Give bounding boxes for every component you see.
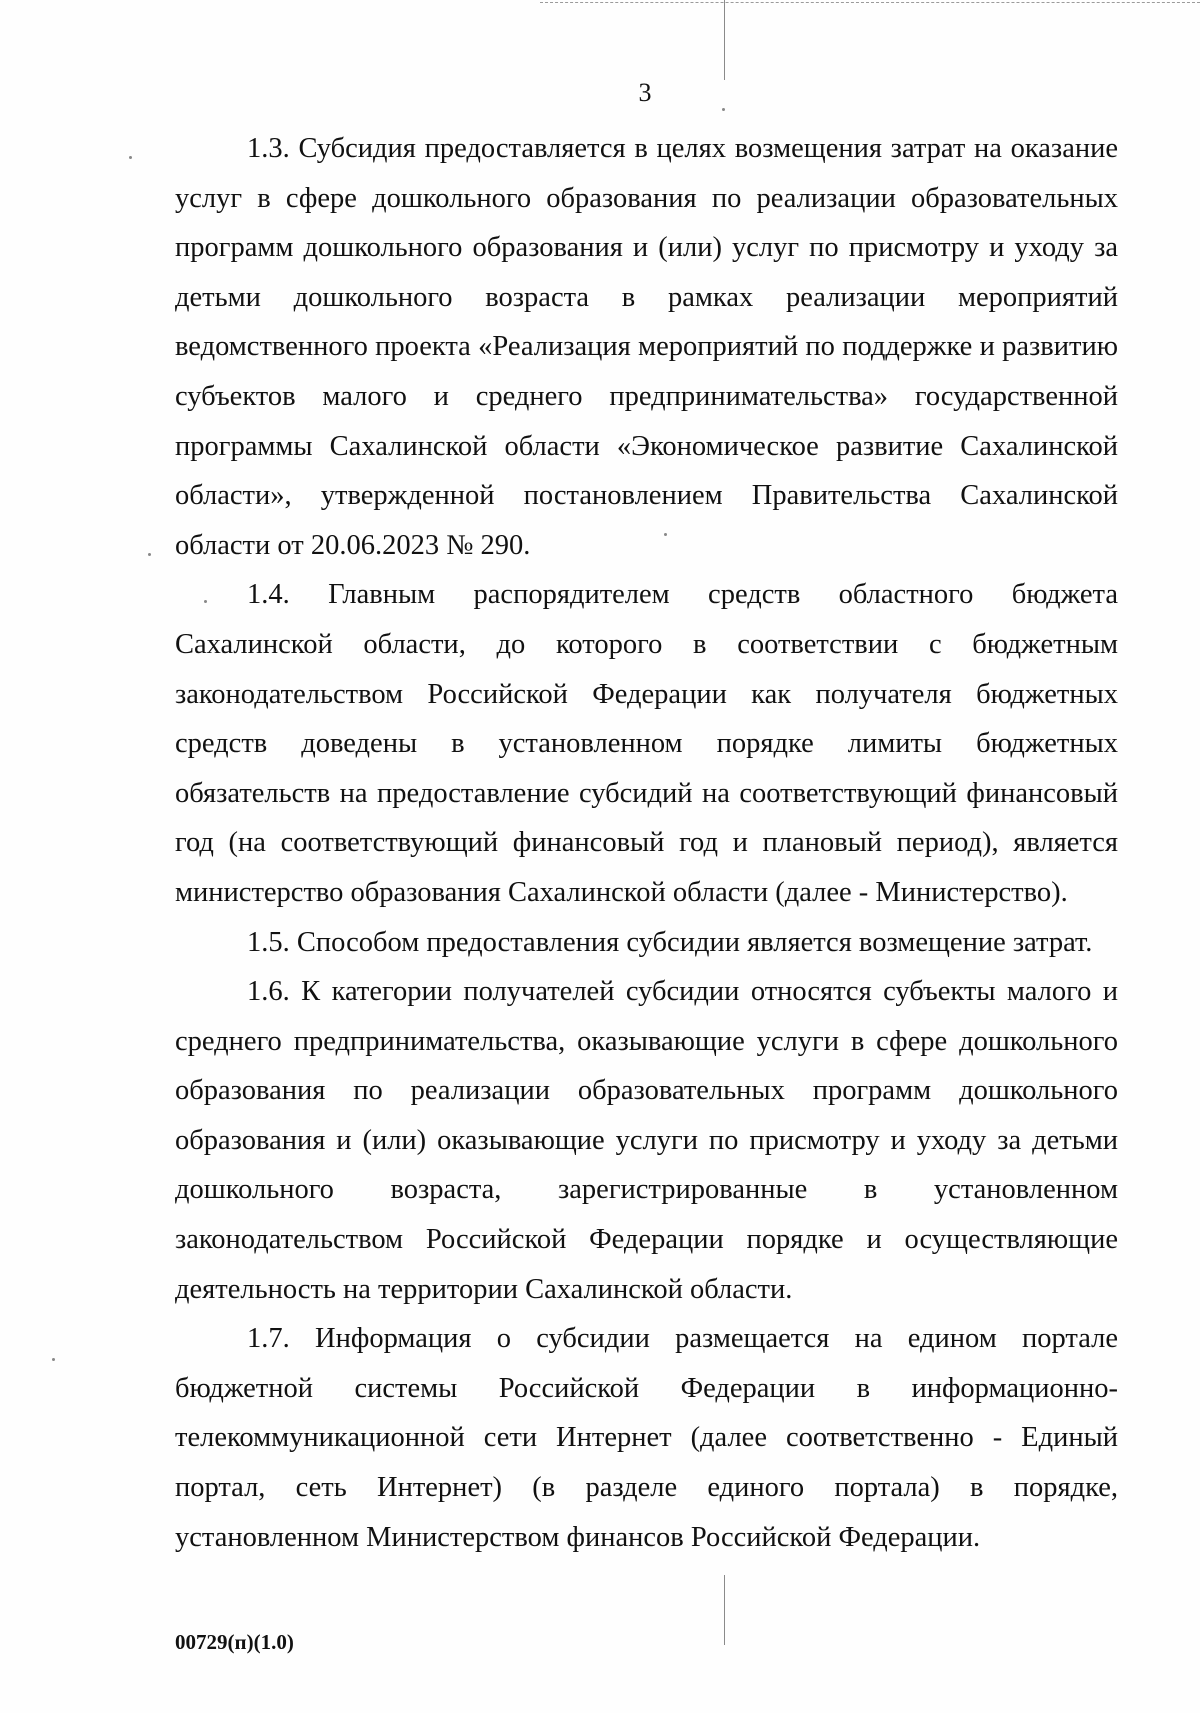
scan-speck xyxy=(148,553,151,556)
scan-speck xyxy=(722,108,725,111)
paragraph-1-7: 1.7. Информация о субсидии размещается на едином портале бюджетной системы Российской Федерации в информационно-телекоммуникационной сети Интернет (далее соответственно - Единый портал, сеть Интернет) (в разделе единого портала) в порядке, установленном Министерством финансов Российской Федерации. xyxy=(175,1323,1118,1553)
paragraph-1-5: 1.5. Способом предоставления субсидии является возмещение затрат. xyxy=(247,926,1093,958)
scan-speck xyxy=(52,1358,55,1361)
scan-speck xyxy=(129,156,132,159)
scan-fold-mark-top xyxy=(724,0,725,80)
paragraph-1-6: 1.6. К категории получателей субсидии относятся субъекты малого и среднего предпринимательства, оказывающие услуги в сфере дошкольного образования по реализации образовательных программ дошкольного образования и (или) оказывающие услуги по присмотру и уходу за детьми дошкольного возраста, зарегистрированные в установленном законодательством Российской Федерации порядке и осуществляющие деятельность на территории Сахалинской области. xyxy=(175,976,1118,1305)
document-body xyxy=(175,124,1118,1562)
paragraph-1-3: 1.3. Субсидия предоставляется в целях возмещения затрат на оказание услуг в сфере дошкольного образования по реализации образовательных программ дошкольного образования и (или) услуг по присмотру и уходу за детьми дошкольного возраста в рамках реализации мероприятий ведомственного проекта «Реализация мероприятий по поддержке и развитию субъектов малого и среднего предпринимательства» государственной программы Сахалинской области «Экономическое развитие Сахалинской области», утвержденной постановлением Правительства Сахалинской области от 20.06.2023 № 290. xyxy=(175,133,1118,561)
paragraph-1-4: 1.4. Главным распорядителем средств областного бюджета Сахалинской области, до которого в соответствии с бюджетным законодательством Российской Федерации как получателя бюджетных средств доведены в установленном порядке лимиты бюджетных обязательств на предоставление субсидий на соответствующий финансовый год (на соответствующий финансовый год и плановый период), является министерство образования Сахалинской области (далее - Министерство). xyxy=(175,579,1118,908)
page-number: 3 xyxy=(638,78,652,107)
document-code: 00729(п)(1.0) xyxy=(175,1630,294,1654)
scan-fold-mark-bottom xyxy=(724,1575,725,1645)
scan-edge-line xyxy=(540,2,1200,3)
